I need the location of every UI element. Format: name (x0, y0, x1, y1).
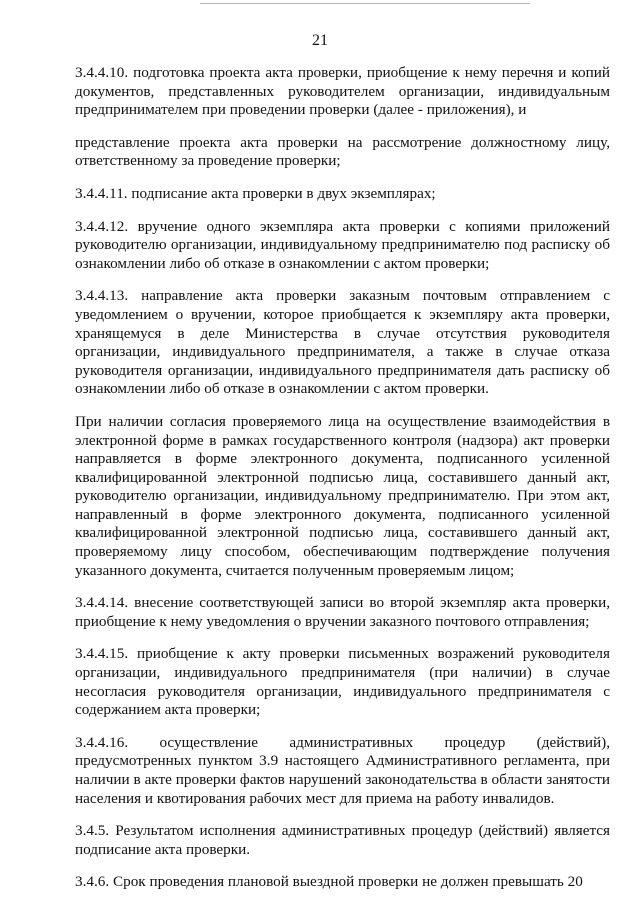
paragraph-3-4-4-14: 3.4.4.14. внесение соответствующей записи во второй экземпляр акта проверки, приобщение к нему уведомления о вручении заказного почтового отправления; (75, 594, 610, 630)
paragraph-3-4-5: 3.4.5. Результатом исполнения административных процедур (действий) является подписание акта проверки. (75, 822, 610, 858)
paragraph-3-4-4-10: 3.4.4.10. подготовка проекта акта проверки, приобщение к нему перечня и копий документов, представленных руководителем организации, индивидуальным предпринимателем при проведении проверки (далее - приложения), и (75, 64, 610, 119)
paragraph-electronic-form: При наличии согласия проверяемого лица на осуществление взаимодействия в электронной форме в рамках государственного контроля (надзора) акт проверки направляется в форме электронного документа, подписанного усиленной квалифицированной электронной подписью лица, составившего данный акт, руководителю организации, индивидуальному предпринимателю. При этом акт, направленный в форме электронного документа, подписанного усиленной квалифицированной электронной подписью лица, составившего данный акт, проверяемому лицу способом, обеспечивающим подтверждение получения указанного документа, считается полученным проверяемым лицом; (75, 412, 610, 579)
document-body (75, 64, 610, 892)
page-number: 21 (312, 32, 328, 49)
paragraph-3-4-4-15: 3.4.4.15. приобщение к акту проверки письменных возражений руководителя организации, индивидуального предпринимателя (при наличии) в случае несогласия руководителя организации, индивидуального предпринимателя с содержанием акта проверки; (75, 645, 610, 719)
paragraph-3-4-4-11: 3.4.4.11. подписание акта проверки в двух экземплярах; (75, 184, 436, 202)
paragraph-3-4-4-13: 3.4.4.13. направление акта проверки заказным почтовым отправлением с уведомлением о вручении, которое приобщается к экземпляру акта проверки, хранящемуся в деле Министерства в случае отсутствия руководителя организации, индивидуального предпринимателя, а также в случае отказа руководителя организации, индивидуального предпринимателя дать расписку об ознакомлении либо об отказе в ознакомлении с актом проверки. (75, 287, 610, 398)
paragraph-3-4-4-12: 3.4.4.12. вручение одного экземпляра акта проверки с копиями приложений руководителю организации, индивидуальному предпринимателю под расписку об ознакомлении либо об отказе в ознакомлении с актом проверки; (75, 217, 610, 272)
paragraph-3-4-4-16: 3.4.4.16. осуществление административных процедур (действий), предусмотренных пунктом 3.9 настоящего Административного регламента, при наличии в акте проверки фактов нарушений законодательства в области занятости населения и квотирования рабочих мест для приема на работу инвалидов. (75, 733, 610, 807)
scan-top-edge (200, 3, 530, 4)
paragraph-3-4-4-10-continued: представление проекта акта проверки на рассмотрение должностному лицу, ответственному за проведение проверки; (75, 133, 610, 170)
paragraph-3-4-6: 3.4.6. Срок проведения плановой выездной проверки не должен превышать 20 (75, 873, 583, 891)
